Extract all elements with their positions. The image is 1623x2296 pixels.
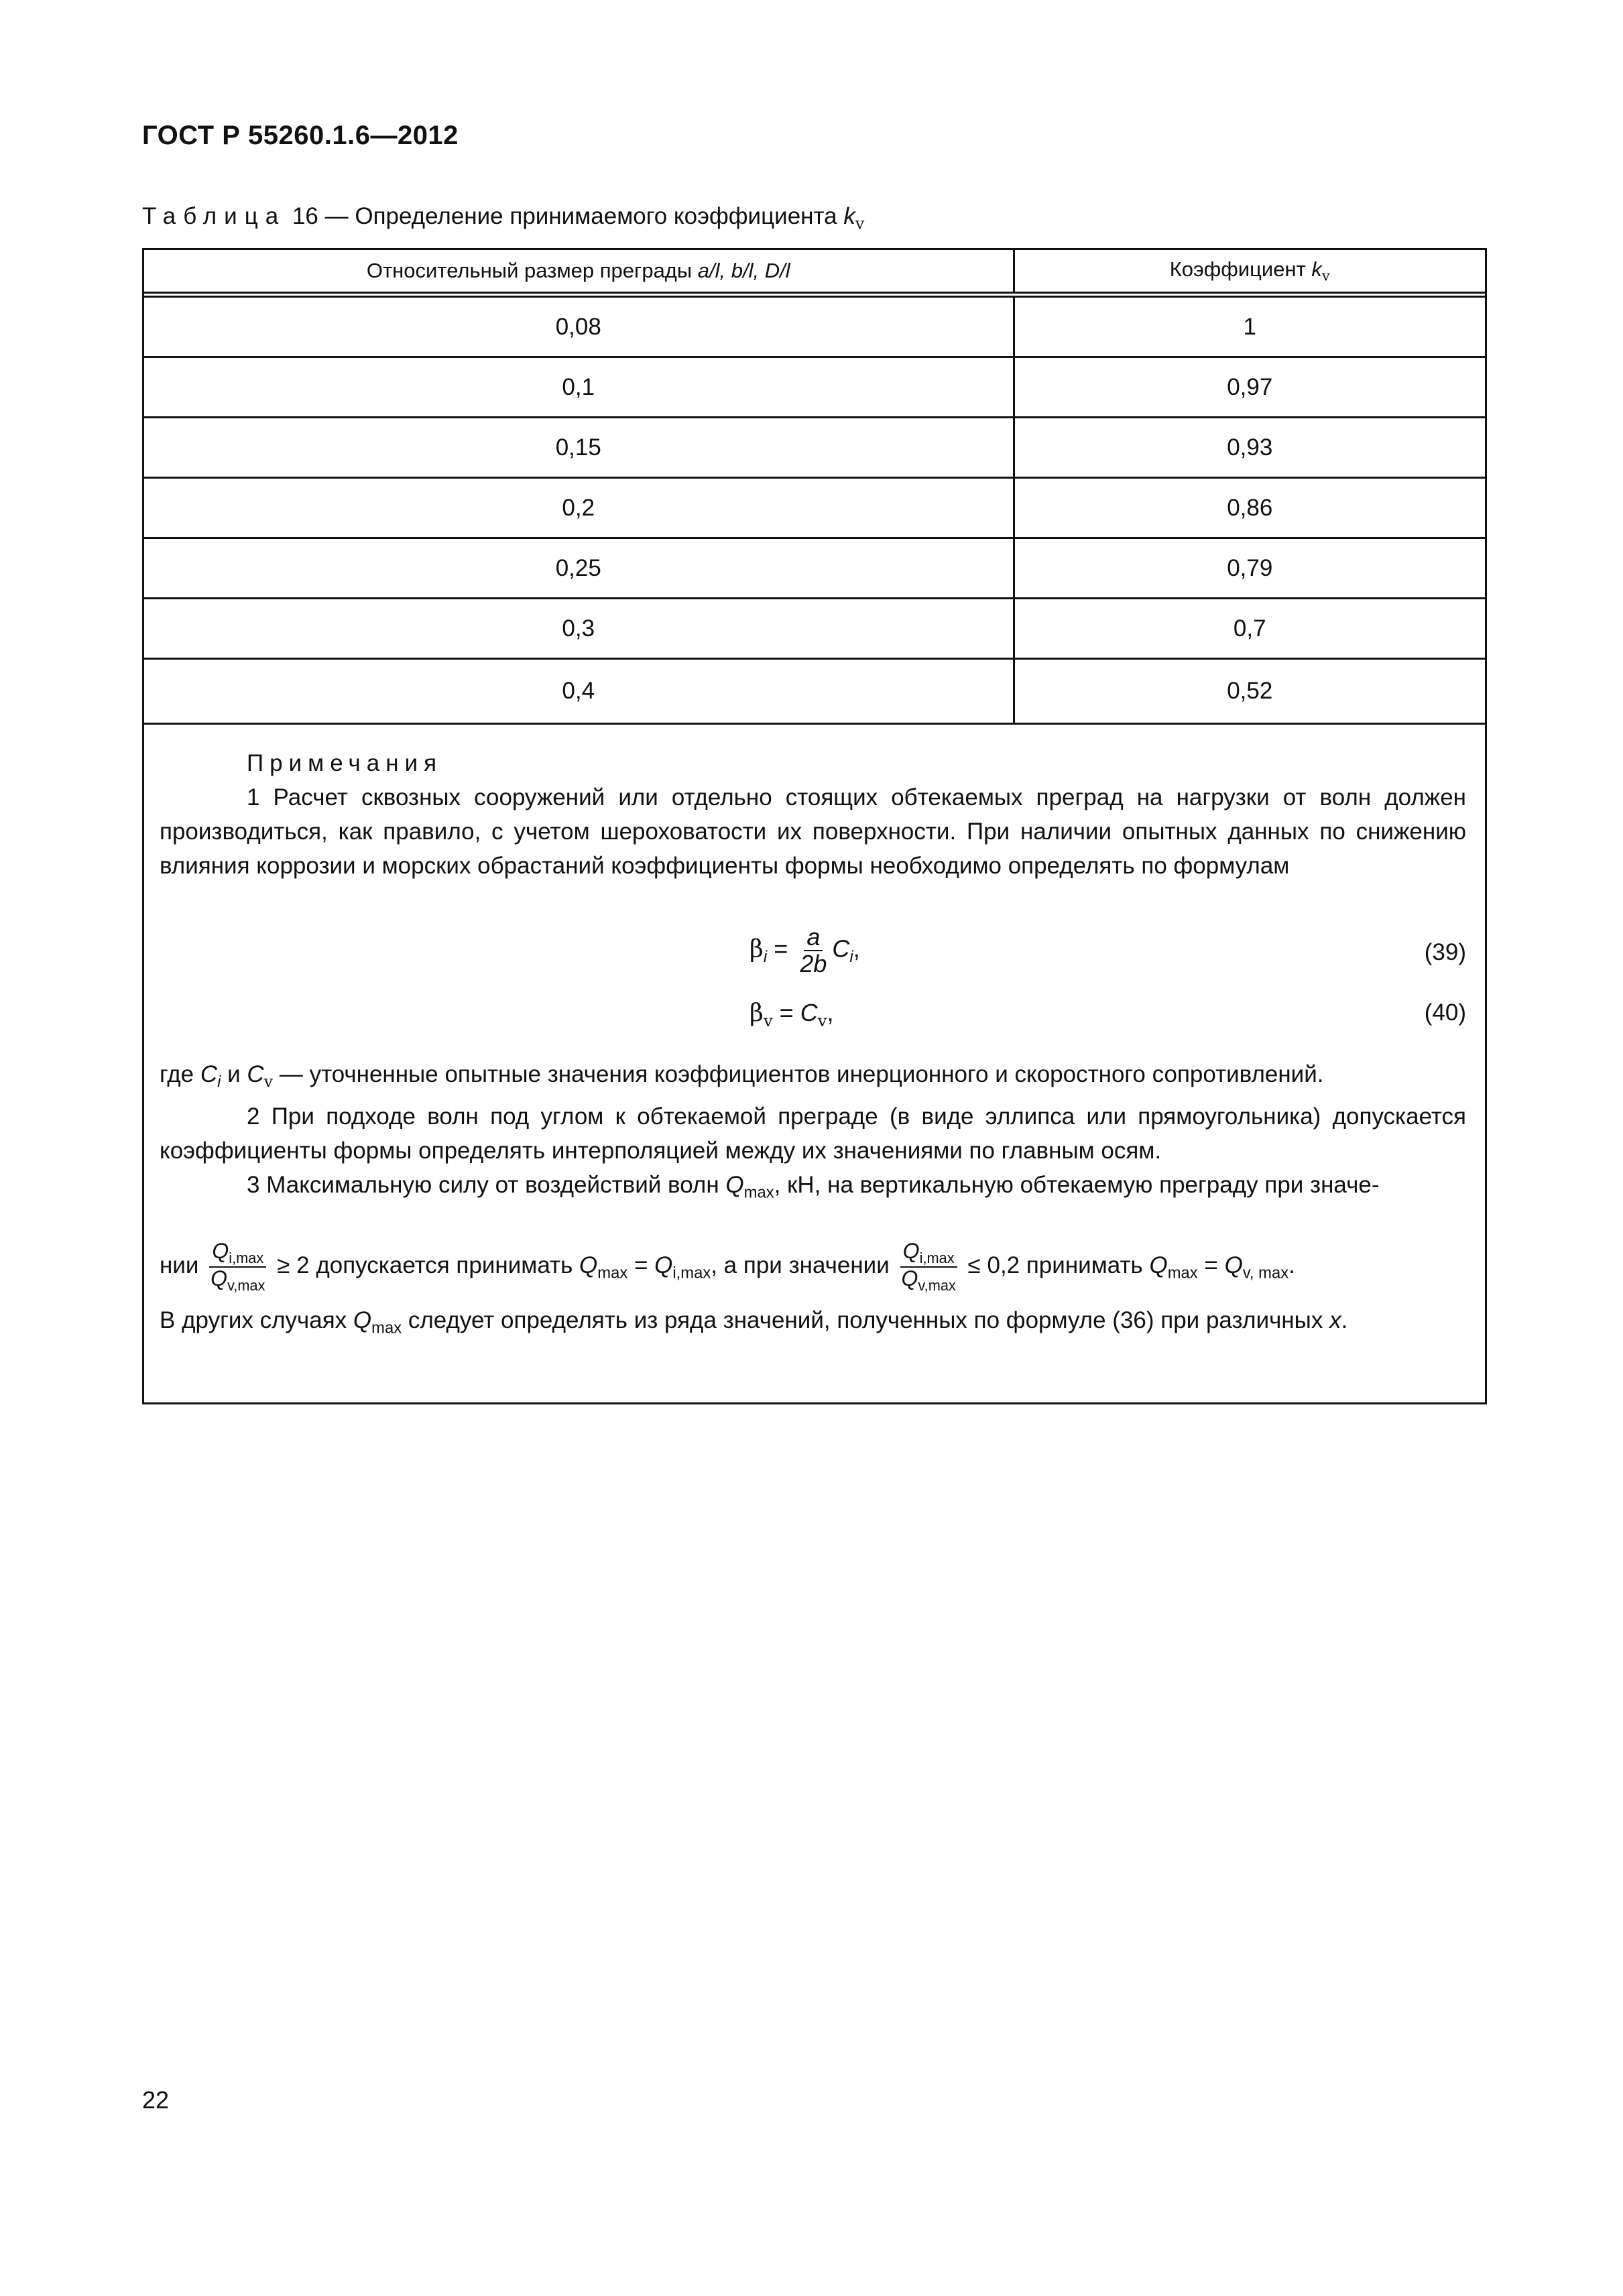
note3-last-b: следует определять из ряда значений, полученных по формуле (36) при различных [402,1307,1330,1334]
eq40-lhs-sub: v [763,1010,773,1030]
cell-coefficient: 0,97 [1014,357,1485,418]
column-header-size-vars: a/l, b/l, D/l [697,259,790,282]
cell-size: 0,15 [144,418,1014,478]
note-3 [160,1168,1466,1210]
note3-qi: Q [654,1252,673,1279]
caption-symbol-sub: v [855,214,865,233]
ratio1-numerator [209,1240,266,1268]
where-post: — уточненные опытные значения коэффициентов инерционного и скоростного сопротивлений. [273,1061,1324,1087]
ratio1-den-q: Q [211,1266,228,1291]
eq39-rhs-sub: i [849,948,853,967]
note3-q: Q [725,1171,744,1198]
cell-coefficient: 1 [1014,295,1485,357]
eq40-rhs: C [800,999,818,1026]
notes-section [160,746,1466,1345]
ratio2-numerator [900,1240,957,1268]
cell-size: 0,25 [144,538,1014,599]
note3-qv-sub: v, max [1242,1264,1289,1282]
eq40-tail: , [827,999,834,1026]
eq39-lhs: β [749,935,764,963]
table-row [144,599,1485,659]
equation-39-number: (39) [1424,939,1466,965]
cell-size: 0,3 [144,599,1014,659]
column-header-size [144,250,1014,295]
equation-40-number: (40) [1424,1000,1466,1026]
note3-h: = [1197,1252,1225,1279]
column-header-coefficient-sub: v [1321,267,1330,284]
column-header-coefficient [1014,250,1485,295]
table-caption [142,203,864,233]
ratio2-num-q: Q [902,1239,920,1264]
note3-qmax-1: Q [579,1252,598,1279]
column-header-coefficient-symbol: k [1311,257,1322,282]
eq39-tail: , [853,934,860,963]
note3-g: ≤ 0,2 принимать [967,1252,1150,1279]
note3-qv: Q [1224,1252,1243,1279]
note3-a: 3 Максимальную силу от воздействий волн [247,1171,726,1198]
table-caption-text: 16 — Определение принимаемого коэффициента [292,203,844,229]
where-and: и [221,1061,247,1087]
cell-size: 0,4 [144,659,1014,724]
table-caption-label: Таблица [142,203,286,229]
note3-qmax-2-sub: max [1167,1264,1198,1282]
note3-f: , а при значении [711,1252,890,1279]
cell-size: 0,2 [144,478,1014,538]
table-row [144,478,1485,538]
where-cv-sub: v [263,1072,274,1091]
caption-symbol: k [843,203,855,229]
table-row [144,659,1485,724]
cell-coefficient: 0,93 [1014,418,1485,478]
ratio-fraction-1 [208,1240,267,1294]
cell-size: 0,1 [144,357,1014,418]
note-2: 2 При подходе волн под углом к обтекаемой преграде (в виде эллипса или прямоугольника) допускается коэффициенты формы определять интерполяцией между их значениями по главным осям. [160,1103,1466,1164]
note3-period: . [1288,1252,1295,1279]
eq39-numerator: a [804,924,823,951]
ratio1-num-sub: i,max [229,1250,264,1267]
column-header-size-label: Относительный размер преграды [366,259,698,282]
cell-coefficient: 0,79 [1014,538,1485,599]
note-3-fraction-line [160,1216,1466,1303]
ratio2-den-sub: v,max [918,1276,956,1294]
note3-d: ≥ 2 допускается принимать [277,1252,580,1279]
note3-last-q-sub: max [371,1319,402,1337]
where-pre: где [160,1061,200,1087]
note3-qmax-1-sub: max [597,1264,628,1282]
note-3-last-line [160,1303,1466,1345]
cell-size: 0,08 [144,295,1014,357]
ratio2-num-sub: i,max [919,1250,955,1267]
table-frame [142,248,1487,1404]
ratio1-den-sub: v,max [227,1276,265,1294]
page-number: 22 [142,2086,170,2114]
eq39-equals: = [774,934,788,963]
ratio2-denominator [899,1268,959,1294]
eq39-denominator: 2b [800,949,827,977]
note3-e: = [627,1252,655,1279]
eq39-rhs: C [832,934,850,963]
eq40-equals: = [779,999,794,1026]
cell-coefficient: 0,86 [1014,478,1485,538]
ratio2-den-q: Q [901,1266,918,1291]
note3-last-q: Q [353,1307,372,1334]
ratio1-num-q: Q [212,1239,229,1264]
eq40-lhs: β [749,1000,764,1027]
where-clause [160,1057,1466,1099]
equation-39 [160,910,1466,983]
cell-coefficient: 0,52 [1014,659,1485,724]
equation-40 [160,983,1466,1050]
column-header-coefficient-label: Коэффициент [1169,257,1312,282]
equation-39-body [749,924,860,977]
equation-40-body [749,995,834,1038]
note3-max: max [743,1183,774,1202]
note3-line-content [160,1240,1295,1294]
table-row [144,538,1485,599]
note3-c: нии [160,1252,199,1279]
table-row [144,418,1485,478]
note3-last-c: . [1341,1307,1348,1334]
table-header-row [144,250,1485,295]
where-cv: C [247,1061,264,1087]
eq39-fraction [797,924,829,977]
note3-b: , кН, на вертикальную обтекаемую преграду при значе- [774,1171,1380,1198]
eq39-lhs-sub: i [763,948,768,967]
notes-title: Примечания [247,750,443,776]
note3-last-a: В других случаях [160,1307,353,1334]
ratio-fraction-2 [899,1240,959,1294]
note3-last-x: x [1329,1307,1341,1334]
table-row [144,295,1485,357]
where-ci: C [200,1061,218,1087]
eq40-rhs-sub: v [817,1010,827,1030]
note-1: 1 Расчет сквозных сооружений или отдельно стоящих обтекаемых преград на нагрузки от волн должен производиться, как правило, с учетом шероховатости их поверхности. При наличии опытных данных по снижению влияния коррозии и морских обрастаний коэффициенты формы необходимо определять по формулам [160,784,1466,879]
note3-qmax-2: Q [1149,1252,1168,1279]
where-ci-sub: i [217,1073,221,1091]
coefficient-table [144,250,1485,725]
document-header: ГОСТ Р 55260.1.6—2012 [142,121,459,150]
cell-coefficient: 0,7 [1014,599,1485,659]
note3-qi-sub: i,max [672,1264,711,1282]
table-row [144,357,1485,418]
ratio1-denominator [208,1268,267,1294]
